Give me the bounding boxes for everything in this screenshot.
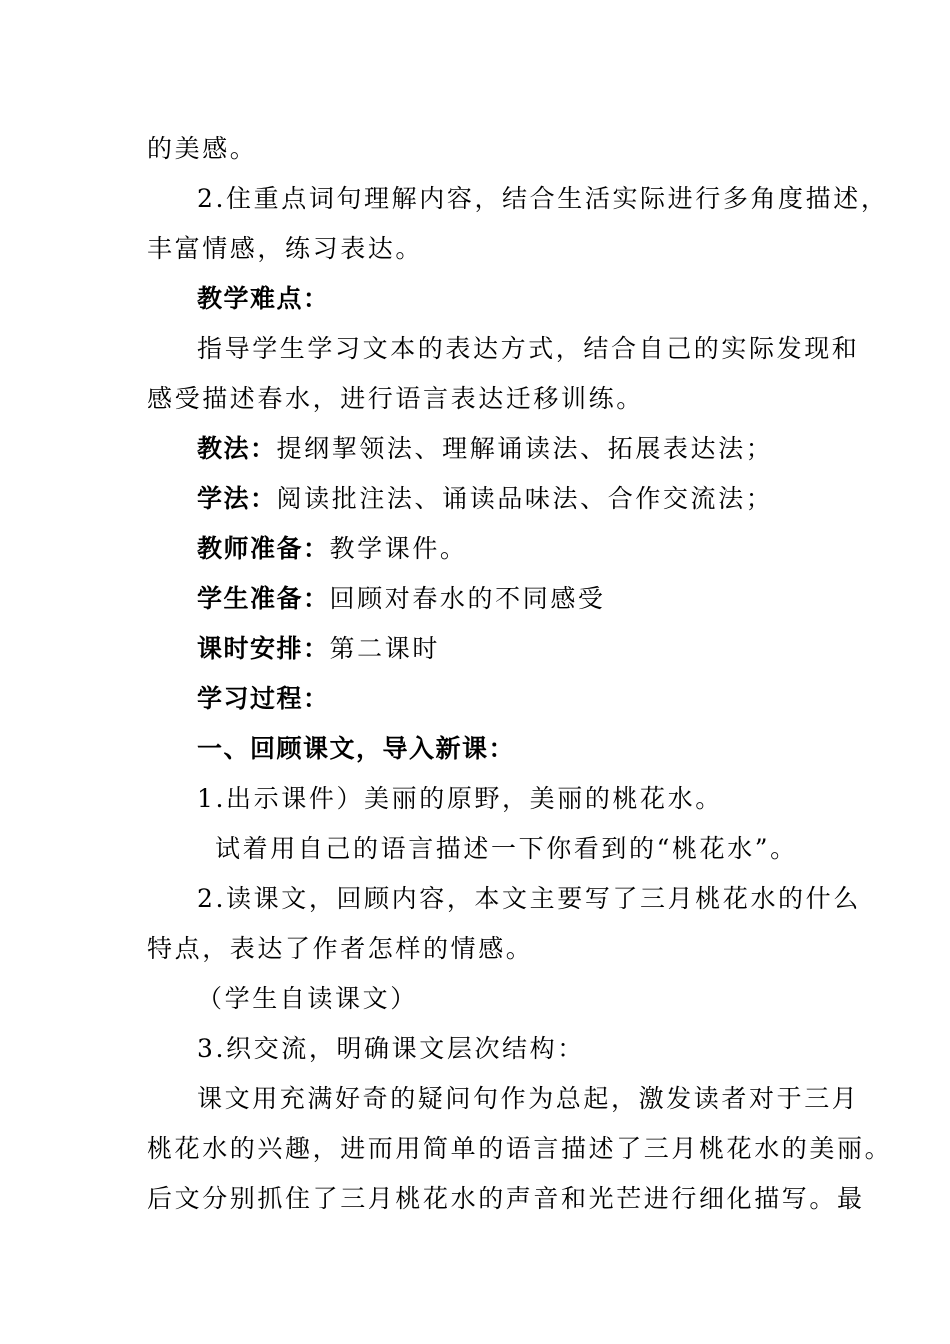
teacher-prep-value: 教学课件。 <box>329 534 468 563</box>
teaching-method-line <box>197 434 773 464</box>
section-heading-difficulty: 教学难点： <box>197 284 330 313</box>
schedule-value: 第二课时 <box>329 634 440 663</box>
teaching-method-value: 提纲挈领法、理解诵读法、拓展表达法； <box>276 434 774 463</box>
text-line: 2.住重点词句理解内容，结合生活实际进行多角度描述， <box>197 184 889 213</box>
text-line: 丰富情感，练习表达。 <box>147 234 424 263</box>
learning-method-label: 学法： <box>197 484 277 513</box>
text-line: （学生自读课文） <box>197 984 418 1013</box>
teacher-prep-label: 教师准备： <box>197 534 330 563</box>
schedule-label: 课时安排： <box>197 634 330 663</box>
text-line: 桃花水的兴趣，进而用简单的语言描述了三月桃花水的美丽。 <box>147 1134 893 1163</box>
text-line: 特点，表达了作者怎样的情感。 <box>147 934 534 963</box>
text-line: 的美感。 <box>147 134 258 163</box>
text-line: 2.读课文，回顾内容，本文主要写了三月桃花水的什么 <box>197 884 861 913</box>
text-line: 课文用充满好奇的疑问句作为总起，激发读者对于三月 <box>197 1084 860 1113</box>
learning-method-value: 阅读批注法、诵读品味法、合作交流法； <box>276 484 774 513</box>
text-line: 感受描述春水，进行语言表达迁移训练。 <box>147 384 644 413</box>
teacher-prep-line <box>197 534 468 564</box>
text-line: 后文分别抓住了三月桃花水的声音和光芒进行细化描写。最 <box>147 1184 865 1213</box>
learning-method-line <box>197 484 773 514</box>
text-line: 3.织交流，明确课文层次结构： <box>197 1034 585 1063</box>
text-line: 1.出示课件）美丽的原野，美丽的桃花水。 <box>197 784 723 813</box>
student-prep-label: 学生准备： <box>197 584 330 613</box>
student-prep-line <box>197 584 606 614</box>
schedule-line <box>197 634 440 664</box>
text-line: 指导学生学习文本的表达方式，结合自己的实际发现和 <box>197 334 860 363</box>
student-prep-value: 回顾对春水的不同感受 <box>329 584 606 613</box>
text-line: 试着用自己的语言描述一下你看到的“桃花水”。 <box>215 834 798 863</box>
teaching-method-label: 教法： <box>197 434 277 463</box>
section-heading-review: 一、回顾课文，导入新课： <box>197 734 516 763</box>
section-heading-process: 学习过程： <box>197 684 330 713</box>
